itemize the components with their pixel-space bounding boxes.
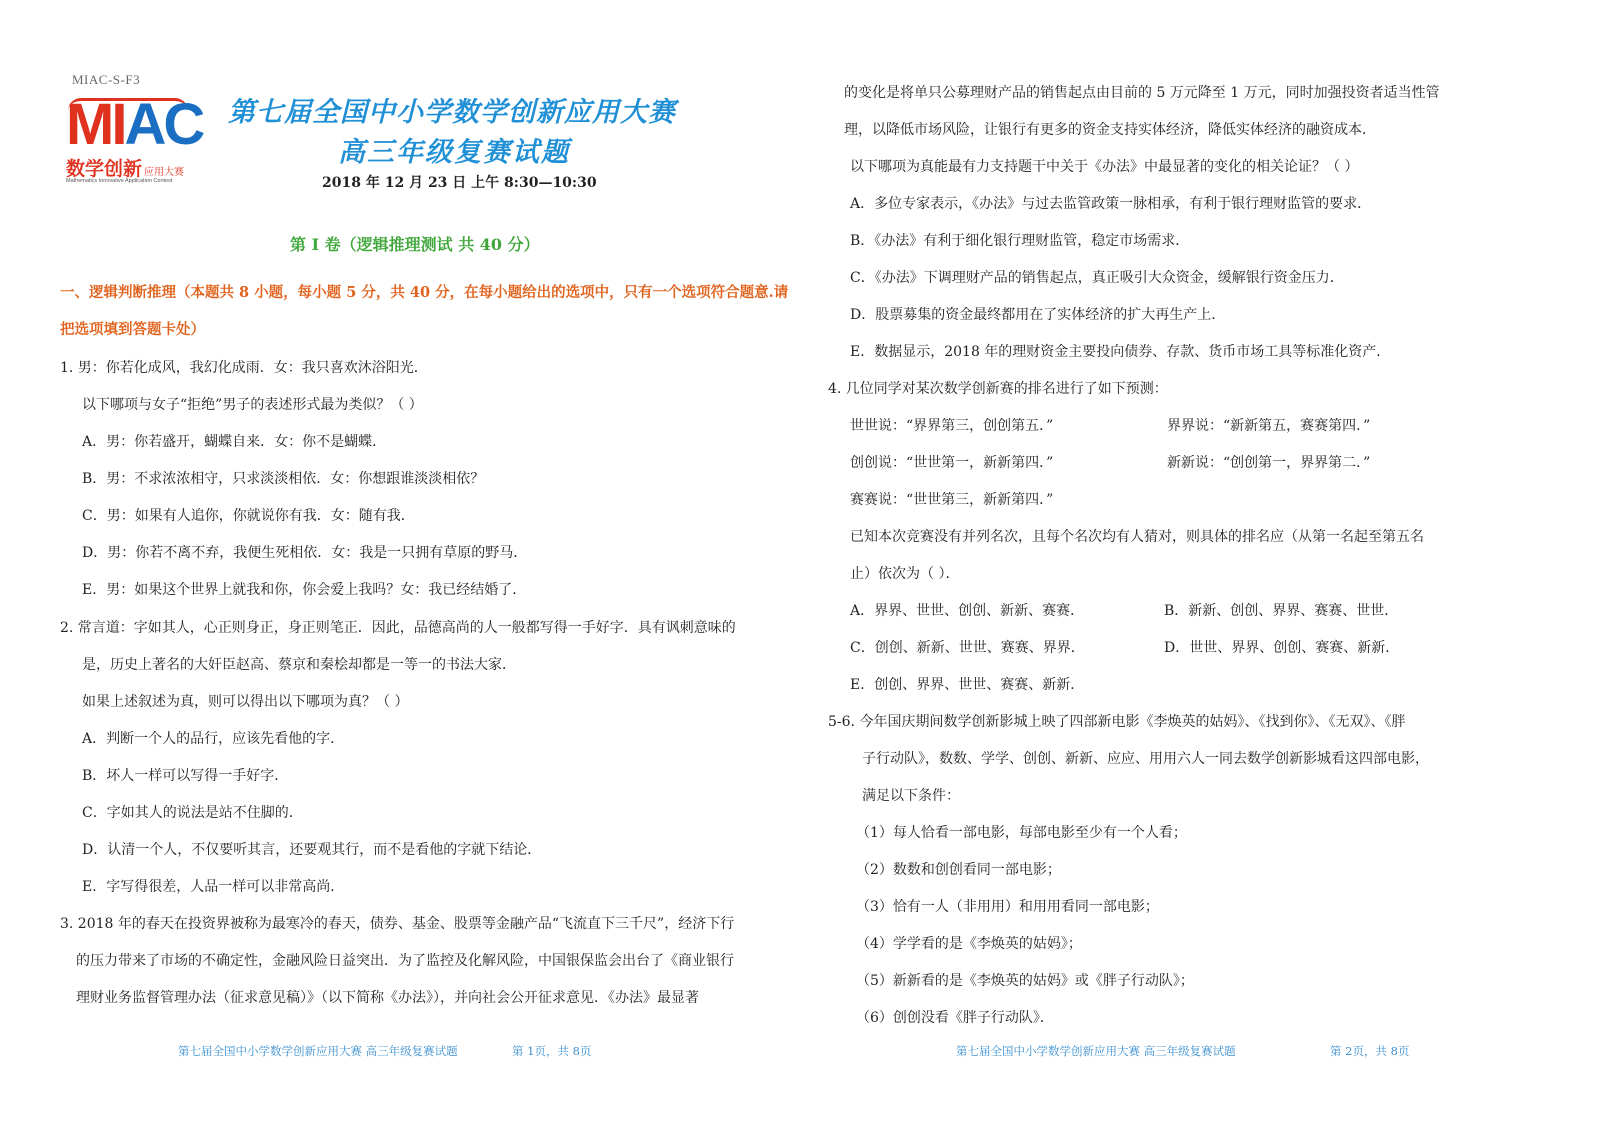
- question-3-option-d: D．股票募集的资金最终都用在了实体经济的扩大再生产上．: [850, 307, 1226, 323]
- logo-cn-main: 数学创新: [66, 158, 143, 180]
- question-5-6-condition-2: （2）数数和创创看同一部电影；: [856, 862, 1061, 878]
- question-2-option-d: D．认清一个人，不仅要听其言，还要观其行，而不是看他的字就下结论．: [82, 842, 542, 858]
- section-heading-line1: 一、逻辑判断推理（本题共 8 小题，每小题 5 分，共 40 分，在每小题给出的选项中，只有一个选项符合题意.请: [60, 284, 789, 301]
- section-heading-line2: 把选项填到答题卡处）: [60, 321, 205, 338]
- question-4-condition-cont: 止）依次为（ ）．: [850, 566, 960, 582]
- question-2-stem: 2. 常言道：字如其人，心正则身正，身正则笔正．因此，品德高尚的人一般都写得一手好字．具有讽刺意味的: [60, 620, 736, 636]
- question-3-stem-cont-4: 理，以降低市场风险，让银行有更多的资金支持实体经济，降低实体经济的融资成本．: [844, 122, 1376, 138]
- logo-mark-blue: AC: [124, 92, 203, 157]
- question-3-option-b: B．《办法》有利于细化银行理财监管，稳定市场需求．: [850, 233, 1190, 249]
- question-3-stem: 3. 2018 年的春天在投资界被称为最寒冷的春天，债券、基金、股票等金融产品“飞流直下三千尺”，经济下行: [60, 916, 735, 932]
- exam-date: 2018 年 12 月 23 日 上午 8:30—10:30: [322, 175, 597, 191]
- question-1-option-a: A．男：你若盛开，蝴蝶自来．女：你不是蝴蝶．: [82, 434, 387, 450]
- question-5-6-stem-cont: 满足以下条件：: [862, 788, 960, 804]
- contest-title: 第七届全国中小学数学创新应用大赛: [228, 97, 676, 128]
- footer-title: 第七届全国中小学数学创新应用大赛 高三年级复赛试题: [178, 1044, 458, 1058]
- question-3-stem-cont-3: 的变化是将单只公募理财产品的销售起点由目前的 5 万元降至 1 万元，同时加强投资者适当性管: [844, 85, 1440, 101]
- question-3-option-a: A．多位专家表示，《办法》与过去监管政策一脉相承，有利于银行理财监管的要求．: [850, 196, 1372, 212]
- exam-title: 高三年级复赛试题: [338, 137, 570, 168]
- question-5-6-condition-1: （1）每人恰看一部电影，每部电影至少有一个人看；: [856, 825, 1187, 841]
- question-5-6-condition-3: （3）恰有一人（非用用）和用用看同一部电影；: [856, 899, 1159, 915]
- question-4-option-d: D．世世、界界、创创、赛赛、新新．: [1164, 640, 1400, 656]
- question-1-option-c: C．男：如果有人追你，你就说你有我．女：随有我．: [82, 508, 415, 524]
- logo-chinese-name: [66, 154, 184, 181]
- question-2-option-b: B．坏人一样可以写得一手好字．: [82, 768, 289, 784]
- question-2-option-a: A．判断一个人的品行，应该先看他的字．: [82, 731, 345, 747]
- question-5-6-stem-cont: 子行动队》，数数、学学、创创、新新、应应、用用六人一同去数学创新影城看这四部电影，: [862, 751, 1429, 767]
- logo-mark: [66, 92, 203, 157]
- question-3-prompt: 以下哪项为真能最有力支持题干中关于《办法》中最显著的变化的相关论证？（ ）: [850, 159, 1359, 175]
- question-4-prediction: 世世说：“界界第三，创创第五．”: [850, 418, 1054, 434]
- volume-title: 第 I 卷（逻辑推理测试 共 40 分）: [290, 235, 540, 254]
- question-1-prompt: 以下哪项与女子“拒绝”男子的表述形式最为类似？（ ）: [82, 397, 423, 413]
- question-1-option-b: B．男：不求浓浓相守，只求淡淡相依．女：你想跟谁淡淡相依？: [82, 471, 485, 487]
- question-5-6-condition-4: （4）学学看的是《李焕英的姑妈》；: [856, 936, 1082, 952]
- page-2: [800, 0, 1600, 1130]
- question-4-stem: 4. 几位同学对某次数学创新赛的排名进行了如下预测：: [828, 381, 1168, 397]
- footer-page-number: 第 1页，共 8页: [512, 1044, 592, 1058]
- question-5-6-condition-5: （5）新新看的是《李焕英的姑妈》或《胖子行动队》；: [856, 973, 1194, 989]
- document-code: MIAC-S-F3: [72, 72, 141, 87]
- question-2-option-e: E．字写得很差，人品一样可以非常高尚．: [82, 879, 345, 895]
- logo-cn-small: 应用大赛: [144, 167, 185, 178]
- question-1-stem: 1. 男：你若化成风，我幻化成雨．女：我只喜欢沐浴阳光．: [60, 360, 428, 376]
- question-2-stem-cont: 是，历史上著名的大奸臣赵高、蔡京和秦桧却都是一等一的书法大家．: [82, 657, 516, 673]
- question-1-option-d: D．男：你若不离不弃，我便生死相依．女：我是一只拥有草原的野马．: [82, 545, 528, 561]
- question-4-prediction: 新新说：“创创第一，界界第二．”: [1167, 455, 1371, 471]
- question-3-stem-cont-1: 的压力带来了市场的不确定性，金融风险日益突出．为了监控及化解风险，中国银保监会出台了《商业银行: [76, 953, 734, 969]
- question-4-prediction: 赛赛说：“世世第三，新新第四．”: [850, 492, 1054, 508]
- question-3-stem-cont-2: 理财业务监督管理办法（征求意见稿）》（以下简称《办法》），并向社会公开征求意见．《办法》最显著: [76, 990, 699, 1006]
- footer-title: 第七届全国中小学数学创新应用大赛 高三年级复赛试题: [956, 1044, 1236, 1058]
- question-3-option-c: C．《办法》下调理财产品的销售起点，真正吸引大众资金，缓解银行资金压力．: [850, 270, 1344, 286]
- question-4-prediction: 创创说：“世世第一，新新第四．”: [850, 455, 1054, 471]
- question-5-6-condition-6: （6）创创没看《胖子行动队》．: [856, 1010, 1054, 1026]
- question-4-option-e: E．创创、界界、世世、赛赛、新新．: [850, 677, 1085, 693]
- question-1-option-e: E．男：如果这个世界上就我和你，你会爱上我吗？女：我已经结婚了．: [82, 582, 527, 598]
- contest-logo: [66, 92, 203, 188]
- question-4-option-b: B．新新、创创、界界、赛赛、世世．: [1164, 603, 1399, 619]
- question-2-option-c: C．字如其人的说法是站不住脚的．: [82, 805, 303, 821]
- question-2-prompt: 如果上述叙述为真，则可以得出以下哪项为真？（ ）: [82, 694, 409, 710]
- logo-english-name: Mathematics Innovative Application Contest: [66, 178, 173, 184]
- question-5-6-stem: 5-6. 今年国庆期间数学创新影城上映了四部新电影《李焕英的姑妈》、《找到你》、《无双》、《胖: [828, 714, 1406, 730]
- question-3-option-e: E．数据显示，2018 年的理财资金主要投向债券、存款、货币市场工具等标准化资产．: [850, 344, 1391, 360]
- question-4-option-a: A．界界、世世、创创、新新、赛赛．: [850, 603, 1085, 619]
- footer-page-number: 第 2页，共 8页: [1330, 1044, 1410, 1058]
- logo-mark-red: MI: [66, 92, 125, 157]
- question-4-option-c: C．创创、新新、世世、赛赛、界界．: [850, 640, 1085, 656]
- question-4-condition: 已知本次竞赛没有并列名次，且每个名次均有人猜对，则具体的排名应（从第一名起至第五名: [850, 529, 1424, 545]
- question-4-prediction: 界界说：“新新第五，赛赛第四．”: [1167, 418, 1371, 434]
